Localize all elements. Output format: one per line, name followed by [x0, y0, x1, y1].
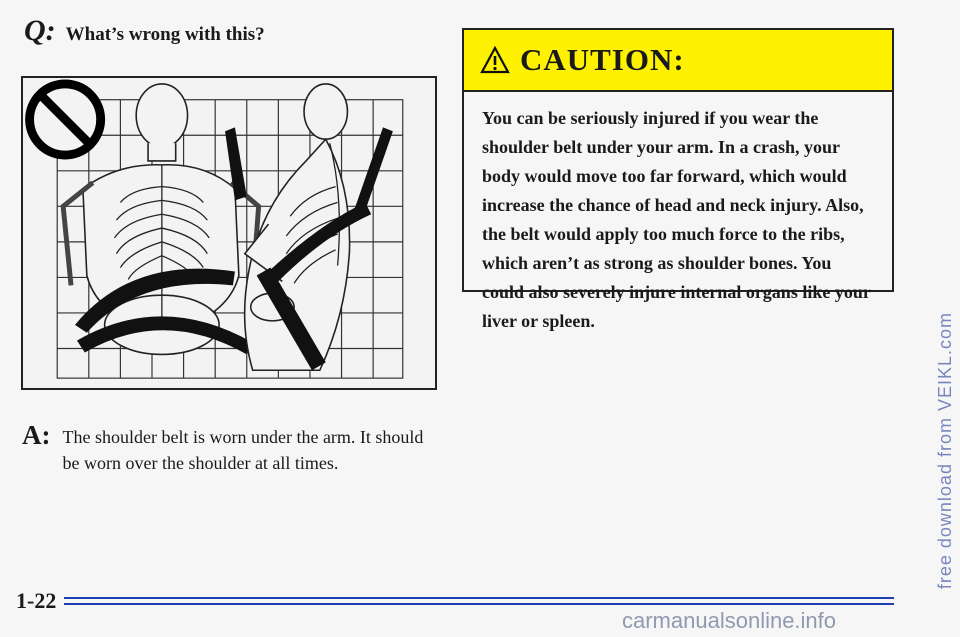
answer-text: The shoulder belt is worn under the arm. It should be worn over the shoulder at all times. — [62, 427, 424, 473]
caution-box — [462, 28, 894, 331]
seatbelt-illustration — [21, 76, 437, 390]
page-number: 1-22 — [16, 588, 57, 613]
answer-line — [22, 420, 442, 476]
question-line — [24, 14, 265, 48]
site-watermark: carmanualsonline.info — [622, 608, 837, 633]
question-text: What’s wrong with this? — [65, 24, 265, 45]
warning-triangle-icon — [480, 46, 510, 74]
side-watermark: free download from VEIKL.com — [935, 312, 955, 590]
footer-rule-second — [64, 603, 894, 605]
no-sign-icon — [30, 84, 101, 155]
footer-rule — [64, 597, 894, 599]
caution-text: You can be seriously injured if you wear the shoulder belt under your arm. In a crash, your body would move too far forward, which would increase the chance of head and neck injury. Also, the belt would apply too much force to the ribs, which aren’t as strong as shoulder bones. You could also severely injure internal organs like your liver or spleen. — [482, 108, 871, 331]
caution-header — [464, 30, 892, 92]
answer-letter: A: — [22, 420, 51, 450]
question-letter: Q: — [24, 14, 56, 47]
caution-title: CAUTION: — [520, 42, 685, 77]
